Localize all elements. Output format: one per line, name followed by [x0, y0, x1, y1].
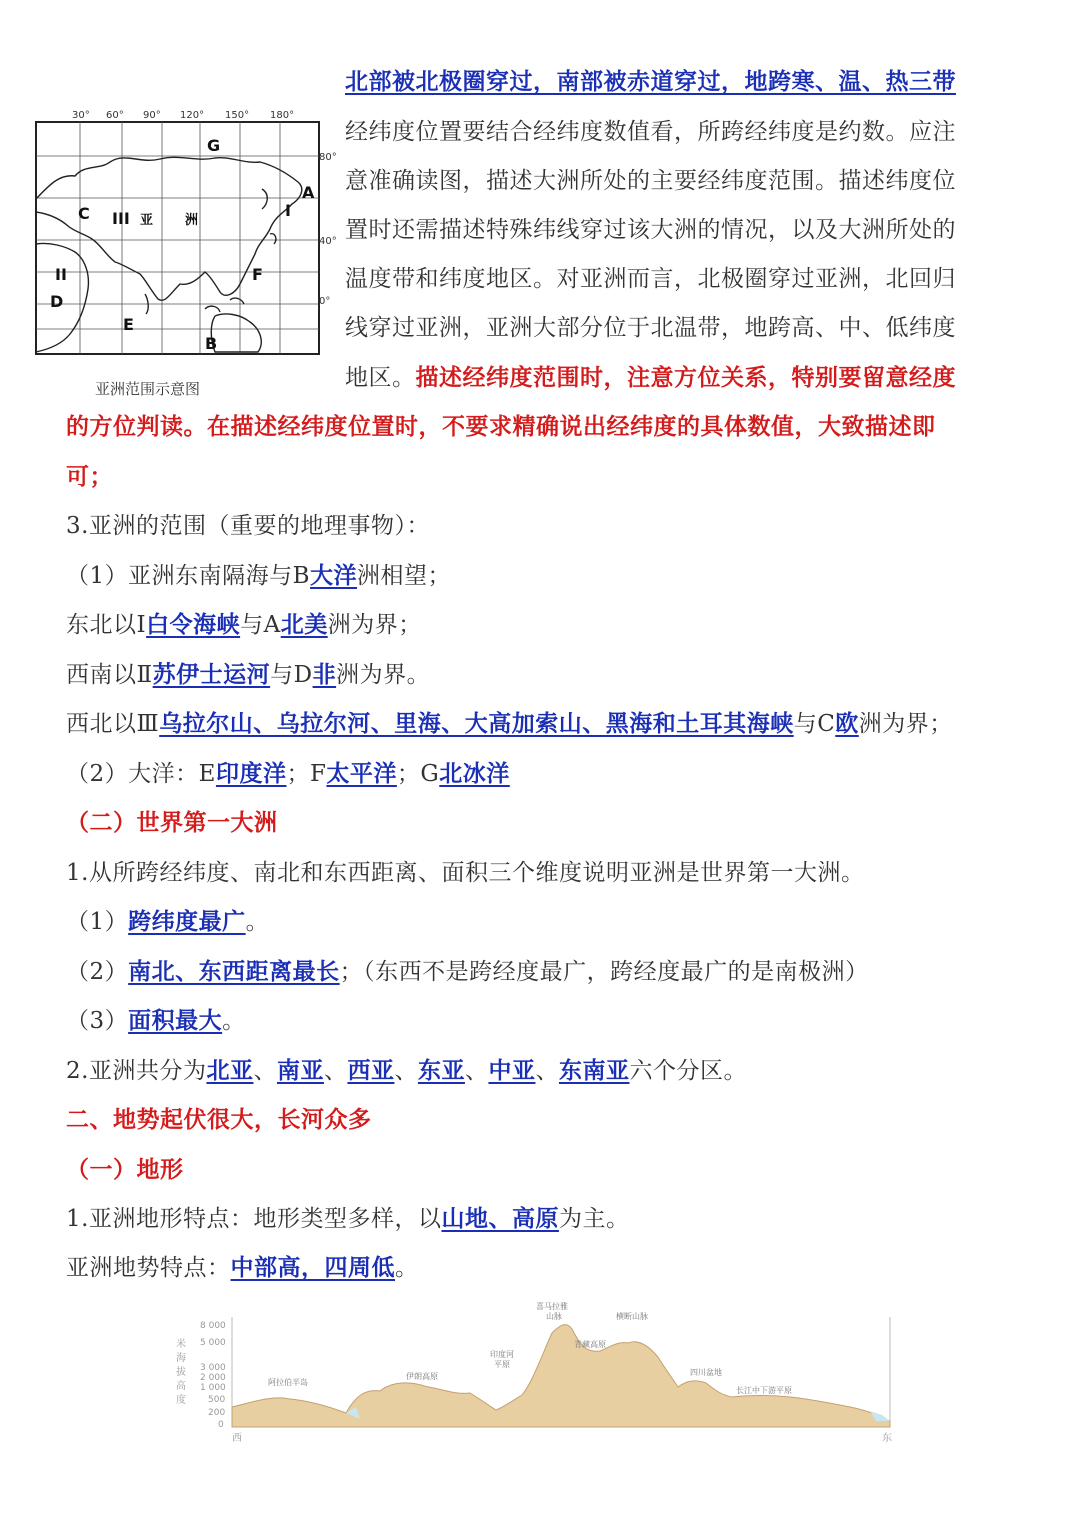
text-line: [345, 215, 956, 245]
text-line: [66, 1056, 747, 1086]
key-term: 东亚: [417, 1057, 465, 1084]
text-line: [345, 264, 956, 294]
text-line: [345, 166, 956, 196]
text-segment: 洲相望；: [357, 563, 452, 589]
label-east: 东: [882, 1433, 892, 1444]
key-term: 北冰洋: [439, 760, 510, 787]
map-char-ya: 亚: [140, 213, 154, 228]
text-segment: 与A: [240, 612, 281, 638]
y-tick: 8 000: [200, 1321, 226, 1331]
y-axis-char: 拔: [176, 1367, 186, 1378]
key-term: 面积最大: [128, 1007, 223, 1034]
key-term: 苏伊士运河: [152, 661, 271, 688]
asia-range-map: [30, 104, 337, 399]
text-segment: ；（东西不是跨经度最广，跨经度最广的是南极洲）: [339, 959, 869, 985]
y-tick: 2 000: [200, 1373, 226, 1383]
text-segment: （2）: [66, 959, 129, 985]
text-segment: 洲为界；: [858, 711, 953, 737]
emphasis-text: 可；: [66, 463, 113, 490]
text-line: [345, 67, 956, 97]
terrain-profile: [170, 1295, 910, 1445]
label-himalaya-mountains: 山脉: [546, 1312, 562, 1321]
text-line: [66, 462, 113, 492]
text-segment: 。: [395, 1255, 419, 1281]
text-line: [345, 313, 956, 343]
label-indus-plain: 平原: [494, 1360, 510, 1369]
lat-label: 0°: [319, 296, 331, 307]
text-segment: 、: [535, 1058, 559, 1084]
text-line: [66, 808, 278, 838]
label-hengduan: 横断山脉: [616, 1312, 648, 1321]
map-letter-b: B: [205, 334, 218, 353]
text-segment: ；F: [286, 761, 327, 787]
map-letter-i: I: [285, 201, 291, 220]
key-term: 太平洋: [326, 760, 397, 787]
key-term: 北亚: [206, 1057, 254, 1084]
text-line: [66, 610, 422, 640]
text-segment: 、: [464, 1058, 489, 1084]
lon-label: 90°: [143, 110, 161, 121]
text-segment: 、: [253, 1058, 277, 1084]
map-letter-a: A: [302, 183, 315, 202]
key-term: 中亚: [488, 1057, 536, 1084]
emphasis-text: 描述经纬度范围时，注意方位关系，特别要留意经度: [415, 364, 956, 391]
text-line: [66, 561, 451, 591]
key-term: 非: [312, 661, 337, 688]
text-segment: 与C: [793, 711, 836, 737]
text-segment: 。: [222, 1008, 246, 1034]
label-qingzang: 青藏高原: [574, 1340, 606, 1349]
y-tick: 200: [208, 1408, 226, 1418]
key-term: 跨纬度最广: [128, 908, 246, 935]
key-term: 西亚: [347, 1057, 395, 1084]
map-letter-f: F: [252, 265, 263, 284]
text-segment: 2.亚洲共分为: [66, 1058, 207, 1084]
text-segment: 1.亚洲地形特点：地形类型多样，以: [66, 1206, 442, 1232]
y-axis-char: 度: [176, 1395, 186, 1406]
lon-label: 150°: [225, 110, 250, 121]
text-line: [66, 660, 430, 690]
key-term: 北部被北极圈穿过，南部被赤道穿过，地跨寒、温、热三带: [345, 68, 956, 95]
map-letter-ii: II: [55, 265, 67, 284]
text-segment: 、: [323, 1058, 348, 1084]
key-term: 中部高，四周低: [230, 1254, 395, 1281]
y-axis-char: 高: [176, 1381, 186, 1392]
emphasis-text: （二）世界第一大洲: [66, 809, 278, 836]
emphasis-text: 二、地势起伏很大，长河众多: [66, 1106, 372, 1133]
text-segment: 洲为界；: [327, 612, 422, 638]
text-segment: 置时还需描述特殊纬线穿过该大洲的情况，以及大洲所处的: [345, 217, 956, 243]
y-tick: 5 000: [200, 1338, 226, 1348]
lon-label: 120°: [180, 110, 205, 121]
text-line: [66, 1105, 372, 1135]
key-term: 南亚: [276, 1057, 324, 1084]
key-term: 欧: [835, 710, 859, 737]
text-segment: 洲为界。: [336, 662, 431, 688]
text-line: [66, 511, 430, 541]
map-letter-g: G: [207, 136, 221, 155]
text-line: [66, 1253, 419, 1283]
text-segment: 意准确读图，描述大洲所处的主要经纬度范围。描述纬度位: [345, 168, 956, 194]
text-line: [345, 117, 956, 147]
key-term: 印度洋: [215, 760, 287, 787]
text-segment: 线穿过亚洲，亚洲大部分位于北温带，地跨高、中、低纬度: [345, 315, 956, 341]
label-sichuan: 四川盆地: [690, 1368, 722, 1377]
map-letter-e: E: [123, 315, 134, 334]
text-line: [66, 709, 953, 739]
map-caption: 亚洲范围示意图: [95, 380, 201, 398]
y-tick: 3 000: [200, 1363, 226, 1373]
text-line: [66, 957, 869, 987]
label-west: 西: [232, 1433, 242, 1444]
text-segment: 地区。: [345, 365, 416, 391]
lat-label: 80°: [319, 152, 337, 163]
text-line: [66, 1006, 246, 1036]
map-letter-iii: III: [112, 209, 130, 228]
key-term: 北美: [280, 611, 328, 638]
y-tick: 500: [208, 1395, 226, 1405]
lon-label: 180°: [270, 110, 295, 121]
label-yangtze: 长江中下游平原: [736, 1386, 792, 1395]
text-segment: ；G: [396, 761, 440, 787]
text-segment: 经纬度位置要结合经纬度数值看，所跨经纬度是约数。应注: [345, 119, 956, 145]
key-term: 东南亚: [558, 1057, 630, 1084]
text-segment: （1）: [66, 909, 129, 935]
key-term: 大洋: [310, 562, 358, 589]
text-segment: （2）大洋：E: [66, 761, 216, 787]
text-segment: （1）亚洲东南隔海与B: [66, 563, 311, 589]
text-line: [66, 858, 864, 888]
label-iran-plateau: 伊朗高原: [406, 1372, 438, 1381]
text-segment: 3.亚洲的范围（重要的地理事物）：: [66, 513, 430, 539]
text-segment: 亚洲地势特点：: [66, 1255, 231, 1281]
y-tick: 0: [218, 1420, 224, 1430]
y-axis-char: 海: [176, 1353, 186, 1364]
y-tick: 1 000: [200, 1383, 226, 1393]
key-term: 南北、东西距离最长: [128, 958, 340, 985]
text-segment: 六个分区。: [629, 1058, 747, 1084]
text-segment: 、: [394, 1058, 418, 1084]
text-line: [66, 907, 269, 937]
text-segment: 1.从所跨经纬度、南北和东西距离、面积三个维度说明亚洲是世界第一大洲。: [66, 860, 865, 886]
lat-label: 40°: [319, 236, 337, 247]
map-letter-d: D: [50, 292, 64, 311]
text-line: [66, 412, 936, 442]
text-line: [66, 1155, 184, 1185]
label-indus: 印度河: [490, 1350, 514, 1359]
text-segment: （3）: [66, 1008, 129, 1034]
key-term: 山地、高原: [441, 1205, 559, 1232]
text-segment: 东北以Ⅰ: [66, 612, 147, 638]
label-himalaya: 喜马拉雅: [536, 1302, 568, 1311]
key-term: 乌拉尔山、乌拉尔河、里海、大高加索山、黑海和土耳其海峡: [159, 710, 794, 737]
emphasis-text: 的方位判读。在描述经纬度位置时，不要求精确说出经纬度的具体数值，大致描述即: [66, 413, 936, 440]
text-line: [66, 759, 510, 789]
text-segment: 与D: [270, 662, 313, 688]
text-segment: 西北以Ⅲ: [66, 711, 160, 737]
emphasis-text: （一）地形: [66, 1156, 184, 1183]
text-segment: 。: [245, 909, 270, 935]
label-arabian-peninsula: 阿拉伯半岛: [268, 1378, 308, 1387]
key-term: 白令海峡: [146, 611, 241, 638]
text-segment: 为主。: [558, 1206, 630, 1232]
lon-label: 30°: [72, 110, 90, 121]
map-letter-c: C: [78, 204, 90, 223]
text-line: [66, 1204, 629, 1234]
text-segment: 温度带和纬度地区。对亚洲而言，北极圈穿过亚洲，北回归: [345, 266, 956, 292]
text-line: [345, 363, 956, 393]
y-axis-char: 米: [176, 1339, 186, 1350]
lon-label: 60°: [106, 110, 124, 121]
text-segment: 西南以Ⅱ: [66, 662, 153, 688]
map-char-zhou: 洲: [185, 213, 199, 228]
